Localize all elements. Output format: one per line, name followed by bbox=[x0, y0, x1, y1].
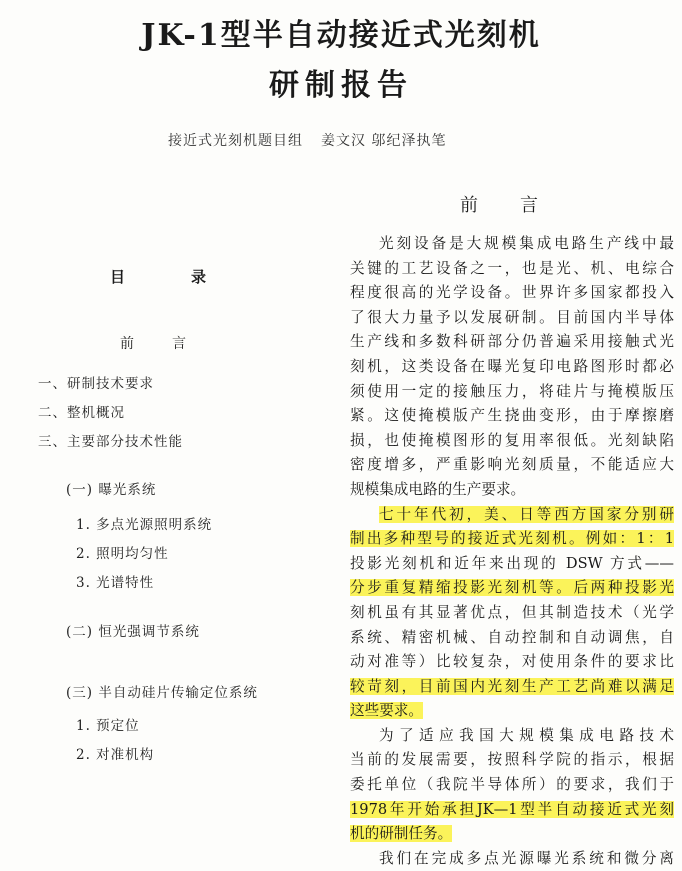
preface-line: 光刻设备是大规模集成电路生产线中最 bbox=[379, 235, 674, 252]
toc-preface-char: 言 bbox=[172, 336, 186, 352]
toc-item: 2. 对准机构 bbox=[76, 747, 155, 763]
preface-line: 刻机虽有其显著优点，但其制造技术（光学 bbox=[350, 603, 674, 621]
preface-line: 密度增多，严重影响光刻质量，不能适应大 bbox=[350, 456, 674, 474]
preface-line-highlighted bbox=[350, 699, 674, 724]
preface-body bbox=[350, 232, 674, 871]
preface-line: 程度很高的光学设备。世界许多国家都投入 bbox=[350, 284, 674, 302]
highlight: 1978年开始承担JK—1型半自动接近式光刻 bbox=[350, 800, 674, 818]
toc-item: 2. 照明均匀性 bbox=[76, 546, 169, 562]
report-title-line2: 研制报告 bbox=[269, 68, 413, 103]
preface-heading-char: 言 bbox=[520, 195, 538, 216]
preface-line: 投影光刻机和近年来出现的 DSW 方式—— bbox=[350, 554, 674, 572]
toc-item: (二) 恒光强调节系统 bbox=[66, 624, 200, 640]
toc-item: 3. 光谱特性 bbox=[76, 575, 155, 591]
toc-heading-char: 目 bbox=[110, 268, 126, 286]
toc-item: 二、整机概况 bbox=[38, 405, 125, 421]
toc-preface-char: 前 bbox=[120, 336, 134, 352]
preface-line: 生产线和多数科研部分仍普遍采用接触式光 bbox=[350, 333, 674, 351]
highlight: 七十年代初，美、日等西方国家分别研 bbox=[379, 505, 674, 523]
toc-item: (一) 曝光系统 bbox=[66, 482, 157, 498]
toc-preface bbox=[120, 333, 186, 353]
preface-line: 损，也使掩模图形的复用率很低。光刻缺陷 bbox=[350, 431, 674, 449]
preface-line: 规模集成电路的生产要求。 bbox=[350, 480, 526, 498]
highlight: 较苛刻，目前国内光刻生产工艺尚难以满足 bbox=[350, 677, 674, 695]
preface-line: 当前的发展需要，按照科学院的指示，根据 bbox=[350, 751, 674, 769]
preface-line: 关键的工艺设备之一，也是光、机、电综合 bbox=[350, 259, 674, 277]
toc-heading bbox=[110, 266, 206, 287]
highlight: 机的研制任务。 bbox=[350, 825, 453, 843]
author-names: 姜文汉 邬纪泽执笔 bbox=[321, 133, 447, 149]
preface-line-highlighted bbox=[350, 798, 674, 823]
preface-line-highlighted bbox=[350, 503, 674, 528]
toc-heading-char: 录 bbox=[191, 268, 207, 286]
preface-line: 我们在完成多点光源曝光系统和微分离 bbox=[379, 849, 674, 867]
preface-line: 系统、精密机械、自动控制和自动调焦，自 bbox=[350, 628, 674, 646]
preface-line: 为了适应我国大规模集成电路技术 bbox=[379, 726, 674, 744]
author-group: 接近式光刻机题目组 bbox=[168, 133, 303, 149]
preface-line: 委托单位（我院半导体所）的要求，我们于 bbox=[350, 776, 674, 794]
author-line bbox=[168, 130, 446, 150]
toc-item: 三、主要部分技术性能 bbox=[38, 434, 183, 450]
highlight: 这些要求。 bbox=[350, 702, 423, 720]
preface-line-highlighted bbox=[350, 527, 674, 552]
preface-line: 刻机，这类设备在曝光复印电路图形时都必 bbox=[350, 357, 674, 375]
toc-item: 一、研制技术要求 bbox=[38, 376, 154, 392]
preface-heading bbox=[460, 191, 538, 217]
toc-item: 1. 预定位 bbox=[76, 718, 140, 734]
preface-line-highlighted bbox=[350, 576, 674, 601]
highlight: 分步重复精缩投影光刻机等。后两种投影光 bbox=[350, 579, 674, 597]
preface-line: 了很大力量予以发展研制。目前国内半导体 bbox=[350, 308, 674, 326]
preface-line: 紧。这使掩模版产生挠曲变形，由于摩擦磨 bbox=[350, 407, 674, 425]
preface-line-highlighted bbox=[350, 675, 674, 700]
preface-heading-char: 前 bbox=[460, 195, 478, 216]
highlight: 制出多种型号的接近式光刻机。例如：1：1 bbox=[350, 530, 674, 548]
toc-item: 1. 多点光源照明系统 bbox=[76, 517, 213, 533]
report-title-line1: JK-1型半自动接近式光刻机 bbox=[141, 18, 541, 53]
preface-line: 须使用一定的接触压力，将硅片与掩模版压 bbox=[350, 382, 674, 400]
preface-line-highlighted bbox=[350, 822, 674, 847]
toc-item: (三) 半自动硅片传输定位系统 bbox=[66, 685, 258, 701]
preface-line: 动对准等）比较复杂，对使用条件的要求比 bbox=[350, 653, 674, 671]
